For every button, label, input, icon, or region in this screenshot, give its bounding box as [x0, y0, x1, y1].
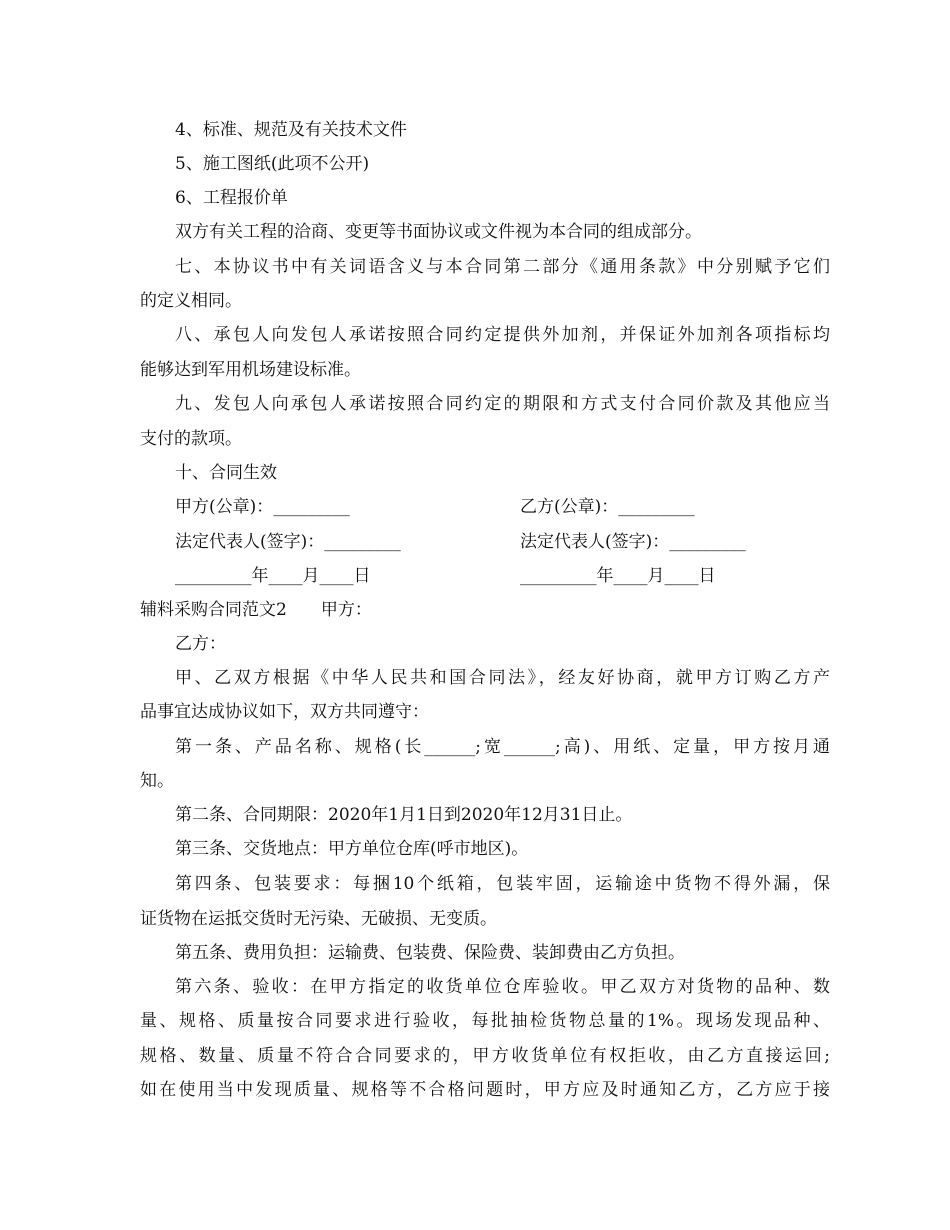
clause-7-line-2: 的定义相同。 [140, 291, 242, 311]
party-a-seal-line: 甲方(公章)：_________ [175, 497, 350, 517]
contract-2-line: 规格、数量、质量不符合合同要求的，甲方收货单位有权拒收，由乙方直接运回; [140, 1046, 830, 1066]
clause-item-6: 6、工程报价单 [175, 188, 288, 208]
contract-2-title: 辅料采购合同范文2 甲方： [140, 600, 372, 620]
party-a-representative-line: 法定代表人(签字)：_________ [175, 532, 401, 552]
clause-item-5: 5、施工图纸(此项不公开) [175, 154, 370, 174]
party-b-seal-line: 乙方(公章)：_________ [520, 497, 695, 517]
clause-9-line-2: 支付的款项。 [140, 429, 242, 449]
contract-2-line: 如在使用当中发现质量、规格等不合格问题时，甲方应及时通知乙方，乙方应于接 [140, 1080, 830, 1100]
party-b-representative-line: 法定代表人(签字)：_________ [520, 532, 746, 552]
party-a-date-line: _________年____月____日 [175, 566, 371, 586]
contract-2-line: 量、规格、质量按合同要求进行验收，每批抽检货物总量的1%。现场发现品种、 [140, 1011, 830, 1031]
clause-8-line-1: 八、承包人向发包人承诺按照合同约定提供外加剂，并保证外加剂各项指标均 [175, 325, 830, 345]
contract-2-line: 第二条、合同期限：2020年1月1日到2020年12月31日止。 [175, 805, 633, 825]
contract-2-line: 知。 [140, 771, 174, 791]
paragraph-line: 双方有关工程的洽商、变更等书面协议或文件视为本合同的组成部分。 [175, 222, 702, 242]
contract-2-line: 第四条、包装要求：每捆10个纸箱，包装牢固，运输途中货物不得外漏，保 [175, 874, 830, 894]
clause-10-heading: 十、合同生效 [175, 463, 277, 483]
contract-2-line: 第三条、交货地点：甲方单位仓库(呼市地区)。 [175, 839, 529, 859]
contract-2-line: 第一条、产品名称、规格(长______;宽______;高)、用纸、定量，甲方按月通 [175, 737, 830, 757]
contract-2-line: 甲、乙双方根据《中华人民共和国合同法》，经友好协商，就甲方订购乙方产 [175, 668, 830, 688]
contract-2-line: 第五条、费用负担：运输费、包装费、保险费、装卸费由乙方负担。 [175, 943, 685, 963]
clause-8-line-2: 能够达到军用机场建设标准。 [140, 360, 361, 380]
contract-2-line: 品事宜达成协议如下，双方共同遵守： [140, 702, 429, 722]
clause-9-line-1: 九、发包人向承包人承诺按照合同约定的期限和方式支付合同价款及其他应当 [175, 394, 830, 414]
clause-item-4: 4、标准、规范及有关技术文件 [175, 120, 407, 140]
contract-2-line: 第六条、验收：在甲方指定的收货单位仓库验收。甲乙双方对货物的品种、数 [175, 977, 830, 997]
clause-7-line-1: 七、本协议书中有关词语含义与本合同第二部分《通用条款》中分别赋予它们 [175, 257, 830, 277]
contract-2-party-b: 乙方： [175, 634, 226, 654]
party-b-date-line: _________年____月____日 [520, 566, 716, 586]
contract-2-line: 证货物在运抵交货时无污染、无破损、无变质。 [140, 909, 497, 929]
